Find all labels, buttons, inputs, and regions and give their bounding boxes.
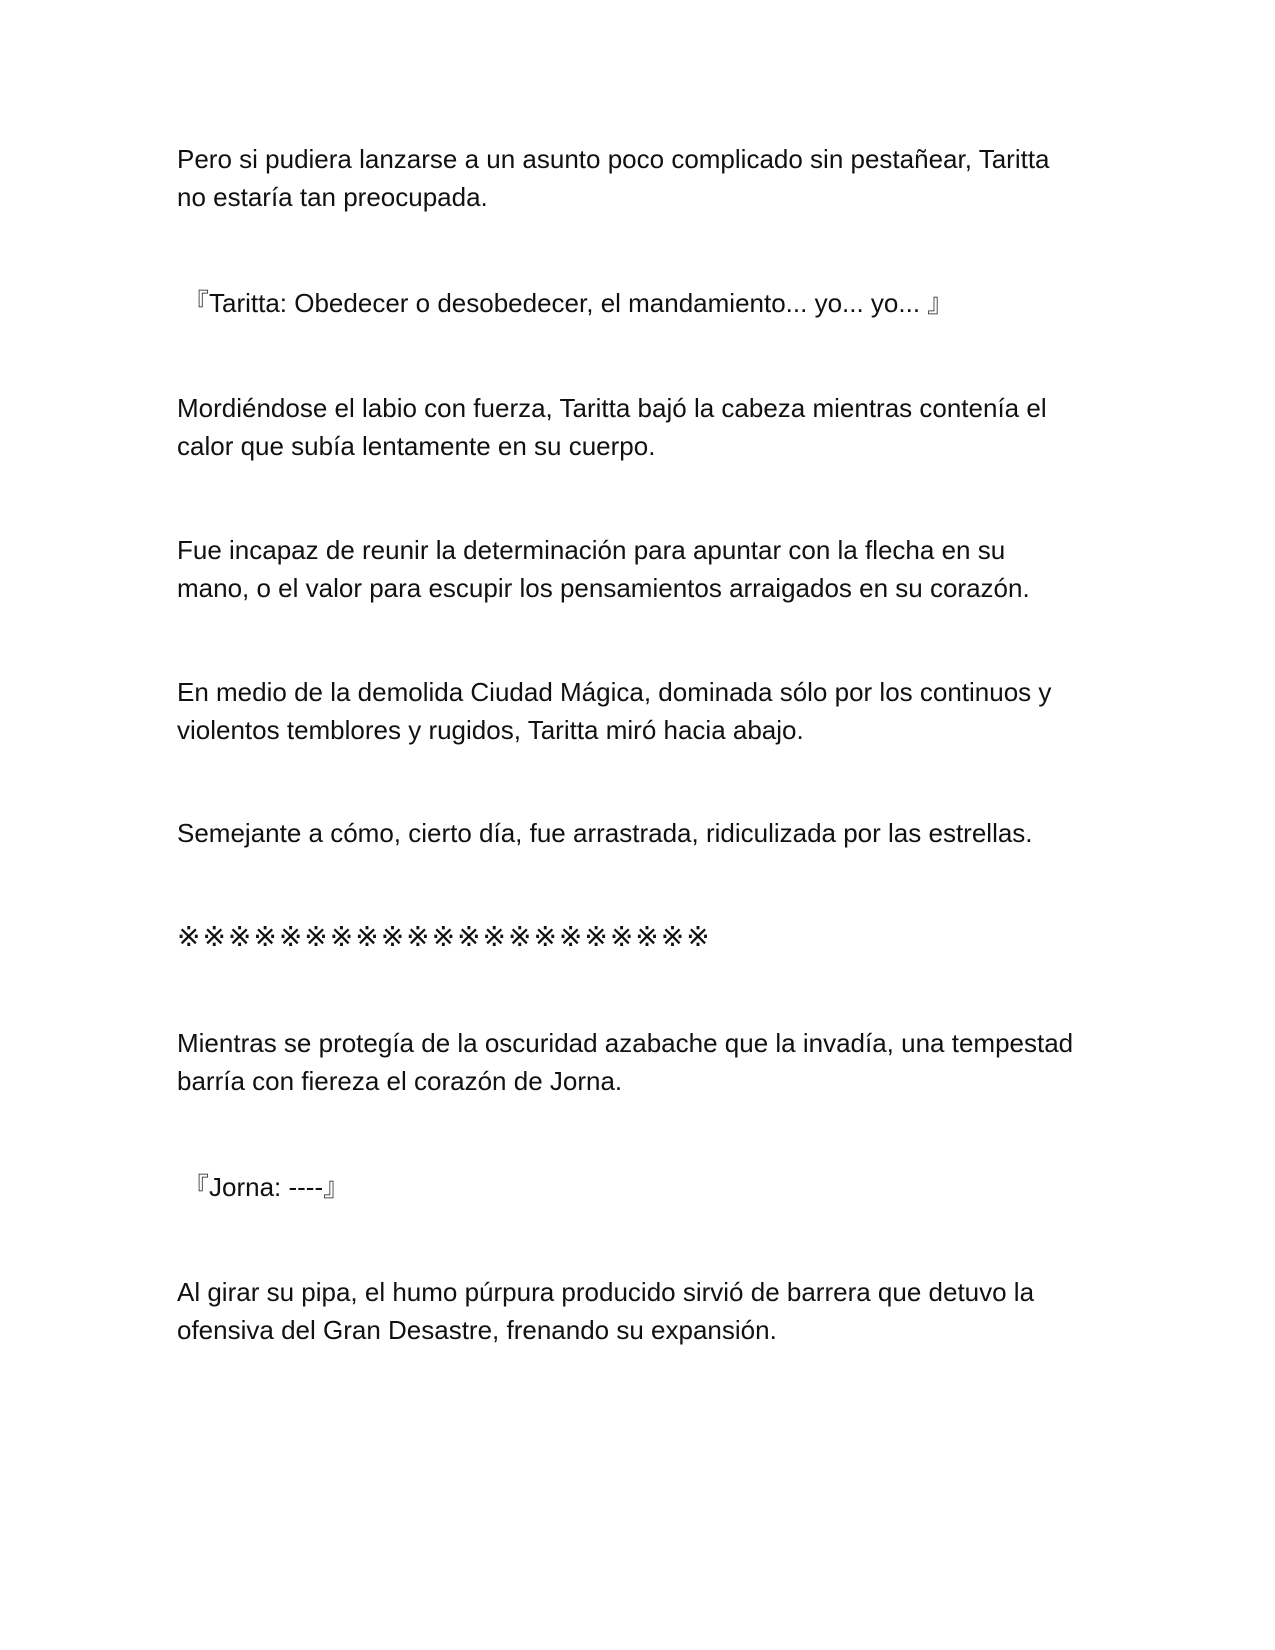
paragraph-8	[177, 1024, 1097, 1100]
paragraph-line: violentos temblores y rugidos, Taritta miró hacia abajo.	[177, 715, 804, 745]
paragraph-3	[177, 389, 1097, 465]
paragraph-line: barría con fiereza el corazón de Jorna.	[177, 1066, 623, 1096]
paragraph-1	[177, 140, 1097, 216]
paragraph-4	[177, 531, 1097, 607]
dialogue-taritta	[183, 284, 1103, 322]
paragraph-line: Al girar su pipa, el humo púrpura producido sirvió de barrera que detuvo la	[177, 1277, 1035, 1307]
paragraph-line: Fue incapaz de reunir la determinación para apuntar con la flecha en su	[177, 535, 1006, 565]
paragraph-line: Mientras se protegía de la oscuridad azabache que la invadía, una tempestad	[177, 1028, 1074, 1058]
separator-line: ※※※※※※※※※※※※※※※※※※※※※	[177, 920, 712, 953]
paragraph-line: Pero si pudiera lanzarse a un asunto poco complicado sin pestañear, Taritta	[177, 144, 1050, 174]
dialogue-jorna	[183, 1168, 1103, 1206]
paragraph-line: no estaría tan preocupada.	[177, 182, 488, 212]
section-separator	[177, 918, 1097, 956]
paragraph-10	[177, 1273, 1097, 1349]
paragraph-line: Semejante a cómo, cierto día, fue arrastrada, ridiculizada por las estrellas.	[177, 818, 1033, 848]
dialogue-line: 『Jorna: ----』	[183, 1172, 350, 1202]
paragraph-line: ofensiva del Gran Desastre, frenando su expansión.	[177, 1315, 777, 1345]
paragraph-line: En medio de la demolida Ciudad Mágica, dominada sólo por los continuos y	[177, 677, 1052, 707]
dialogue-line: 『Taritta: Obedecer o desobedecer, el mandamiento... yo... yo... 』	[183, 288, 954, 318]
paragraph-line: calor que subía lentamente en su cuerpo.	[177, 431, 656, 461]
paragraph-5	[177, 673, 1097, 749]
paragraph-line: mano, o el valor para escupir los pensamientos arraigados en su corazón.	[177, 573, 1030, 603]
paragraph-6	[177, 814, 1097, 852]
paragraph-line: Mordiéndose el labio con fuerza, Taritta bajó la cabeza mientras contenía el	[177, 393, 1047, 423]
